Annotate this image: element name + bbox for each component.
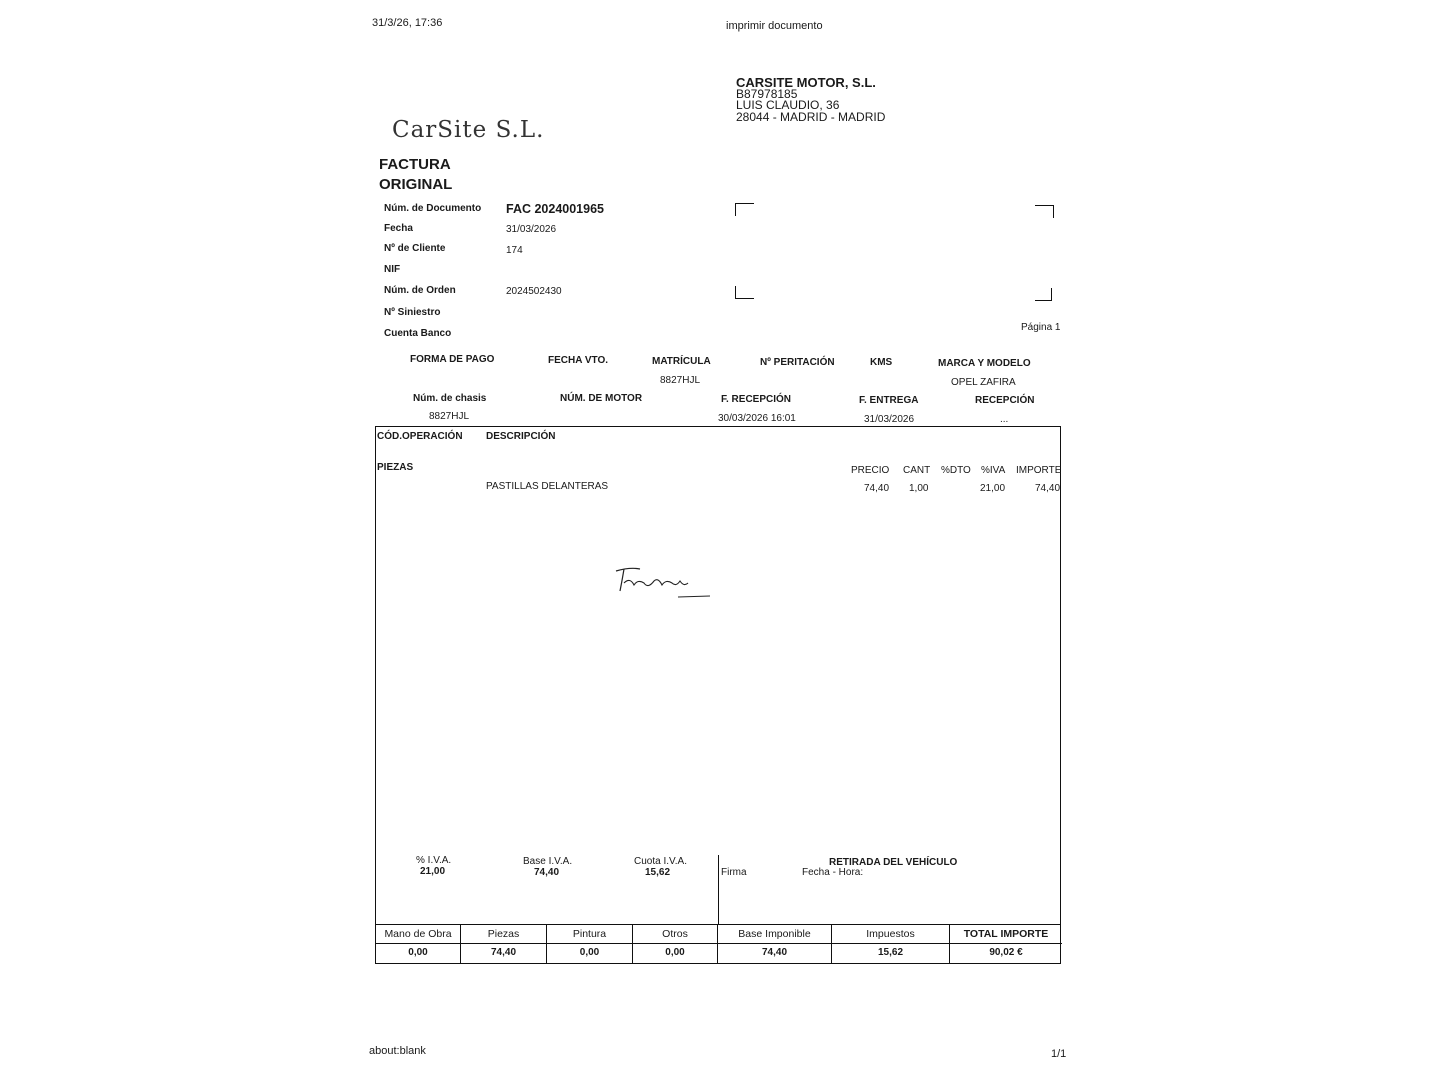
totals-value: 15,62 — [877, 947, 904, 958]
field-label-nif: NIF — [384, 264, 401, 275]
totals-col-mano-obra — [376, 925, 461, 963]
print-url: about:blank — [369, 1045, 426, 1057]
col-header-codigo: CÓD.OPERACIÓN — [377, 431, 463, 442]
field-label-fecha: Fecha — [384, 223, 413, 234]
tax-label-cuota: Cuota I.V.A. — [634, 856, 687, 867]
totals-value: 74,40 — [490, 947, 517, 958]
line-item-iva: 21,00 — [980, 483, 1006, 494]
field-value-orden: 2024502430 — [506, 286, 562, 297]
totals-header: Impuestos — [832, 925, 949, 944]
vehicle-f-entrega: 31/03/2026 — [864, 414, 915, 425]
vehicle-header-recepcion: RECEPCIÓN — [975, 395, 1035, 406]
col-header-dto: %DTO — [941, 465, 971, 476]
totals-value: 0,00 — [408, 947, 428, 958]
totals-col-base-imponible — [718, 925, 832, 963]
vehicle-header-forma-pago: FORMA DE PAGO — [410, 354, 495, 365]
tax-value-base: 74,40 — [534, 867, 560, 878]
totals-header: Otros — [633, 925, 717, 944]
vehicle-header-marca-modelo: MARCA Y MODELO — [938, 358, 1031, 369]
field-label-cuenta: Cuenta Banco — [384, 328, 452, 339]
document-type: FACTURA — [379, 156, 451, 173]
field-value-documento: FAC 2024001965 — [506, 202, 604, 216]
vehicle-header-peritacion: Nº PERITACIÓN — [760, 357, 835, 368]
field-label-cliente: Nº de Cliente — [384, 243, 446, 254]
line-item-precio: 74,40 — [864, 483, 890, 494]
company-name: CARSITE MOTOR, S.L. — [736, 75, 876, 90]
totals-value: 74,40 — [761, 947, 788, 958]
totals-col-pintura — [547, 925, 633, 963]
vehicle-header-motor: NÚM. DE MOTOR — [560, 393, 643, 404]
totals-col-total — [950, 925, 1062, 963]
totals-value-total: 90,02 € — [989, 947, 1023, 958]
vehicle-recepcion: ... — [1000, 414, 1009, 425]
vehicle-header-fecha-vto: FECHA VTO. — [548, 355, 609, 366]
totals-col-piezas — [461, 925, 547, 963]
company-city: 28044 - MADRID - MADRID — [736, 109, 886, 124]
vehicle-f-recepcion: 30/03/2026 16:01 — [718, 413, 796, 424]
company-cif: B87978185 — [736, 86, 798, 101]
tax-value-cuota: 15,62 — [645, 867, 671, 878]
totals-header: Pintura — [547, 925, 632, 944]
field-label-orden: Núm. de Orden — [384, 285, 456, 296]
vehicle-header-entrega: F. ENTREGA — [859, 395, 919, 406]
section-piezas: PIEZAS — [377, 462, 414, 473]
line-item-importe: 74,40 — [1035, 483, 1061, 494]
print-datetime: 31/3/26, 17:36 — [372, 17, 443, 29]
totals-header: Mano de Obra — [376, 925, 460, 944]
address-window-corner-tr — [1035, 205, 1054, 218]
totals-value: 0,00 — [579, 947, 600, 958]
totals-value: 0,00 — [665, 947, 685, 958]
field-label-documento: Núm. de Documento — [384, 203, 482, 214]
vehicle-header-matricula: MATRÍCULA — [652, 356, 711, 367]
page-number: Página 1 — [1021, 322, 1061, 333]
tax-label-base: Base I.V.A. — [523, 856, 573, 867]
totals-col-otros — [633, 925, 718, 963]
company-logo: CarSite S.L. — [392, 117, 545, 143]
company-block — [736, 77, 885, 123]
address-window-corner-tl — [735, 203, 754, 216]
document-copy: ORIGINAL — [379, 176, 453, 193]
line-item-cant: 1,00 — [909, 483, 929, 494]
vehicle-header-kms: KMS — [870, 357, 893, 368]
line-item-descripcion: PASTILLAS DELANTERAS — [486, 481, 609, 492]
handwritten-signature — [610, 563, 720, 608]
col-header-cant: CANT — [903, 465, 931, 476]
col-header-descripcion: DESCRIPCIÓN — [486, 431, 556, 442]
totals-col-impuestos — [832, 925, 950, 963]
totals-header-total: TOTAL IMPORTE — [950, 925, 1062, 944]
address-window-corner-br — [1035, 288, 1052, 301]
vehicle-matricula: 8827HJL — [660, 375, 701, 386]
col-header-precio: PRECIO — [851, 465, 890, 476]
totals-table — [375, 924, 1061, 964]
address-window-corner-bl — [735, 286, 754, 299]
print-page-count: 1/1 — [1051, 1048, 1067, 1060]
tax-value-pct: 21,00 — [420, 866, 446, 877]
field-value-fecha: 31/03/2026 — [506, 224, 557, 235]
field-label-siniestro: Nº Siniestro — [384, 307, 441, 318]
retirada-firma: Firma — [721, 867, 747, 878]
vehicle-header-chasis: Núm. de chasis — [413, 393, 487, 404]
retirada-fecha-hora: Fecha - Hora: — [802, 867, 864, 878]
vehicle-chasis: 8827HJL — [429, 411, 470, 422]
retirada-title: RETIRADA DEL VEHÍCULO — [829, 857, 958, 868]
invoice-lines-frame — [375, 426, 1061, 925]
vehicle-header-recepcion-fecha: F. RECEPCIÓN — [721, 394, 792, 405]
col-header-importe: IMPORTE — [1016, 465, 1062, 476]
col-header-iva: %IVA — [981, 465, 1006, 476]
print-document-title: imprimir documento — [726, 20, 823, 32]
totals-header: Piezas — [461, 925, 546, 944]
company-address: LUIS CLAUDIO, 36 — [736, 98, 840, 112]
vehicle-marca-modelo: OPEL ZAFIRA — [951, 377, 1016, 388]
field-value-cliente: 174 — [506, 245, 523, 256]
retirada-divider — [718, 855, 719, 924]
totals-header: Base Imponible — [718, 925, 831, 944]
tax-label-pct: % I.V.A. — [416, 855, 452, 866]
